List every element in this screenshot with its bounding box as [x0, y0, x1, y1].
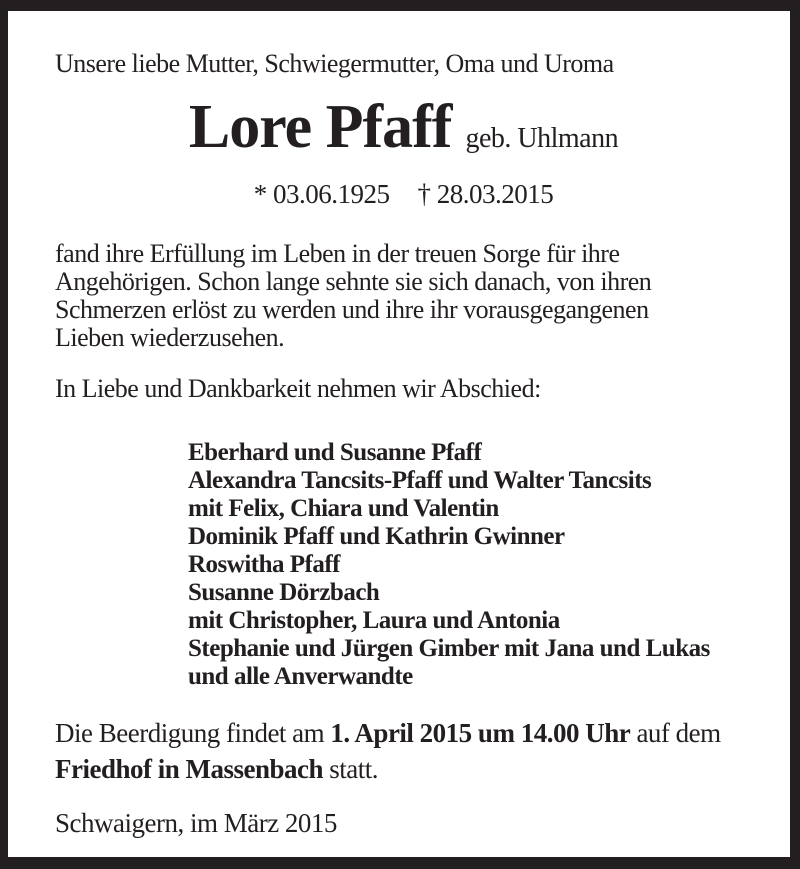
funeral-line-1: [55, 715, 752, 751]
mourner-line: Alexandra Tancsits-Pfaff und Walter Tancsits: [188, 467, 652, 494]
mourner-line: mit Felix, Chiara und Valentin: [188, 495, 499, 522]
name-row: [55, 92, 752, 178]
closing-line: Schwaigern, im März 2015: [55, 808, 337, 838]
funeral-text: Die Beerdigung findet am: [55, 718, 331, 748]
funeral-info: [55, 715, 752, 787]
mourner-line: und alle Anverwandte: [188, 663, 413, 690]
obituary-text-line: Angehörigen. Schon lange sehnte sie sich danach, von ihren: [55, 267, 652, 296]
mourner-line: Dominik Pfaff und Kathrin Gwinner: [188, 523, 565, 550]
funeral-place: Friedhof in Massenbach: [55, 754, 324, 784]
mourners-list: [188, 439, 752, 691]
mourner-line: Susanne Dörzbach: [188, 579, 380, 606]
funeral-line-2: [55, 751, 752, 787]
obituary-text-line: fand ihre Erfüllung im Leben in der treuen Sorge für ihre: [55, 239, 620, 268]
deceased-name: Lore Pfaff: [188, 93, 452, 161]
maiden-name: geb. Uhlmann: [465, 123, 619, 154]
mourner-line: Roswitha Pfaff: [188, 551, 341, 578]
mourner-line: Stephanie und Jürgen Gimber mit Jana und Lukas: [188, 635, 710, 662]
mourner-line: Eberhard und Susanne Pfaff: [188, 439, 482, 466]
obituary-text-line: Schmerzen erlöst zu werden und ihre ihr vorausgegangenen: [55, 295, 649, 324]
funeral-datetime: 1. April 2015 um 14.00 Uhr: [330, 718, 631, 748]
life-dates: [55, 178, 752, 210]
birth-date: * 03.06.1925: [253, 179, 390, 209]
obituary-text-line: Lieben wiederzusehen.: [55, 323, 285, 352]
death-date: † 28.03.2015: [417, 179, 554, 209]
funeral-text: statt.: [323, 754, 379, 784]
obituary-text: [55, 240, 752, 352]
farewell-line: In Liebe und Dankbarkeit nehmen wir Abschied:: [55, 374, 541, 403]
intro-line: Unsere liebe Mutter, Schwiegermutter, Oma und Uroma: [55, 49, 614, 78]
mourner-line: mit Christopher, Laura und Antonia: [188, 607, 560, 634]
funeral-text: auf dem: [630, 718, 721, 748]
